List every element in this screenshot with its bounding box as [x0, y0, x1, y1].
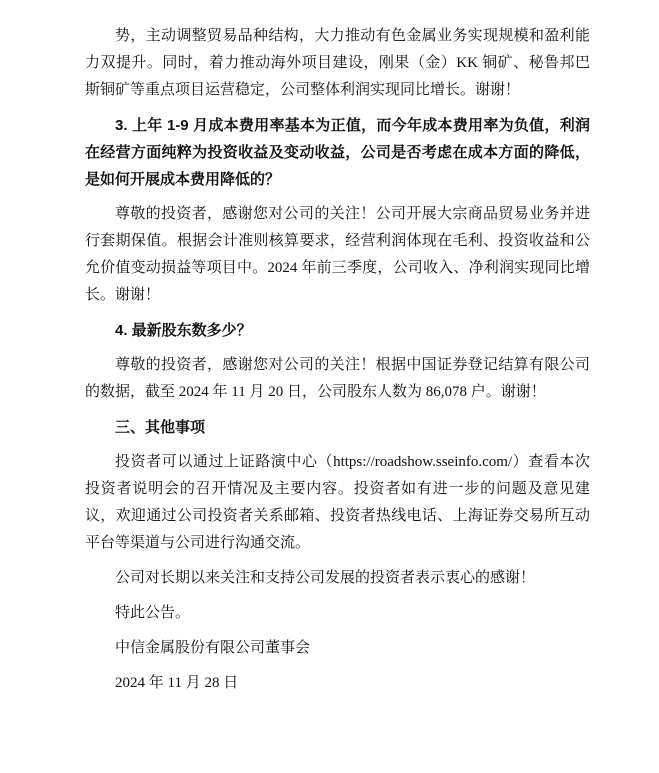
- answer-3: 尊敬的投资者，感谢您对公司的关注！公司开展大宗商品贸易业务并进行套期保值。根据会计准则核算要求，经营利润体现在毛利、投资收益和公允价值变动损益等项目中。2024 年前三季度，公司收入、净利润实现同比增长。谢谢！: [85, 206, 590, 303]
- answer-4: 尊敬的投资者，感谢您对公司的关注！根据中国证券登记结算有限公司的数据，截至 2024 年 11 月 20 日，公司股东人数为 86,078 户。谢谢！: [85, 357, 590, 400]
- paragraph-other-info: 投资者可以通过上证路演中心（https://roadshow.sseinfo.com/）查看本次投资者说明会的召开情况及主要内容。投资者如有进一步的问题及意见建议，欢迎通过公司投资者关系邮箱、投资者热线电话、上海证券交易所互动平台等渠道与公司进行沟通交流。: [85, 454, 590, 551]
- announcement-date: 2024 年 11 月 28 日: [115, 675, 239, 691]
- section-heading-other-matters: 三、其他事项: [115, 419, 206, 436]
- question-3: 3. 上年 1-9 月成本费用率基本为正值，而今年成本费用率为负值，利润在经营方面纯粹为投资收益及变动收益，公司是否考虑在成本方面的降低，是如何开展成本费用降低的？: [85, 117, 590, 188]
- closing-statement: 特此公告。: [115, 605, 191, 621]
- question-4: 4. 最新股东数多少？: [115, 322, 252, 339]
- signature-board: 中信金属股份有限公司董事会: [115, 640, 311, 656]
- paragraph-continuation: 势，主动调整贸易品种结构，大力推动有色金属业务实现规模和盈利能力双提升。同时，着力推动海外项目建设，刚果（金）KK 铜矿、秘鲁邦巴斯铜矿等重点项目运营稳定，公司整体利润实现同比增长。谢谢！: [85, 28, 590, 98]
- paragraph-thanks: 公司对长期以来关注和支持公司发展的投资者表示衷心的感谢！: [115, 570, 536, 586]
